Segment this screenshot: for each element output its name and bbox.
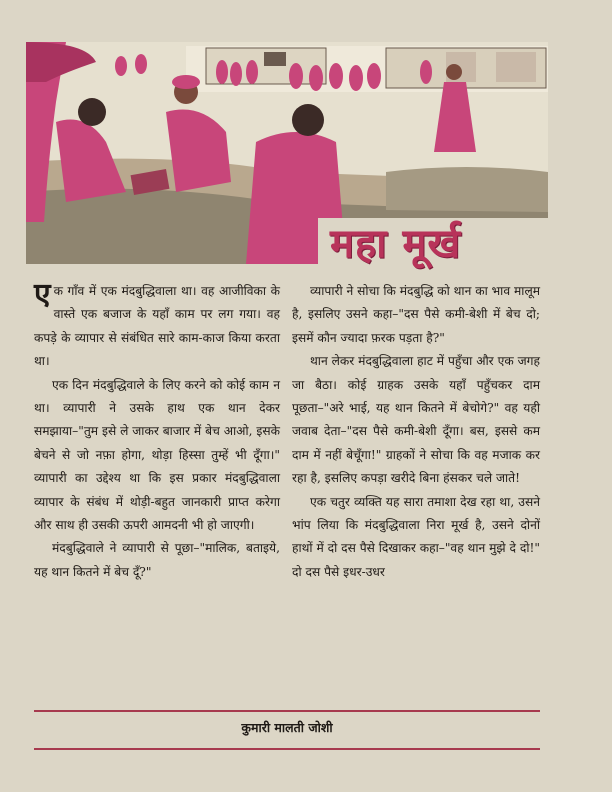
paragraph: थान लेकर मंदबुद्धिवाला हाट में पहुँचा और एक जगह जा बैठा। कोई ग्राहक उसके यहाँ पहुँचकर दाम पूछता–"अरे भाई, यह थान कितने में बेचोगे?" वह यही जवाब देता–"दस पैसे कमी-बेशी दूँगा। बस, इससे कम दाम में नहीं बेचूँगा!" ग्राहकों ने सोचा कि वह मजाक कर रहा है, इसलिए कपड़ा खरीदे बिना हंसकर चले जाते! [292,354,540,486]
paragraph: एक दिन मंदबुद्धिवाले के लिए करने को कोई काम न था। व्यापारी ने उसके हाथ एक थान देकर समझाया–"तुम इसे ले जाकर बाजार में बेच आओ, इसके बेचने से जो नफ़ा होगा, थोड़ा हिस्सा तुम्हें भी दूँगा।" व्यापारी का उद्देश्य था कि इस प्रकार मंदबुद्धिवाला व्यापार के संबंध में थोड़ी-बहुत जानकारी प्राप्त करेगा और साथ ही उसकी ऊपरी आमदनी भी हो जाएगी। [34,377,280,533]
text-column-left [34,277,280,584]
paragraph: एक गाँव में एक मंदबुद्धिवाला था। वह आजीविका के वास्ते एक बजाज के यहाँ काम पर लग गया। वह कपड़े के व्यापार से संबंधित सारे काम-काज किया करता था। [34,277,280,369]
text-column-right [292,280,540,584]
drop-cap: ए [34,277,51,312]
divider-top [34,710,540,712]
story-title: महा मूर्ख [330,221,462,267]
paragraph: एक चतुर व्यक्ति यह सारा तमाशा देख रहा था, उसने भांप लिया कि मंदबुद्धिवाला निरा मूर्ख है, उसने दोनों हाथों में दो दस पैसे दिखाकर कहा–"वह थान मुझे दे दो!" दो दस पैसे इधर-उधर [292,494,540,579]
divider-bottom [34,748,540,750]
paragraph: मंदबुद्धिवाले ने व्यापारी से पूछा–"मालिक, बताइये, यह थान कितने में बेच दूँ?" [34,541,280,579]
paragraph: व्यापारी ने सोचा कि मंदबुद्धि को थान का भाव मालूम है, इसलिए उसने कहा–"दस पैसे कमी-बेशी में बेच दो; इसमें कौन ज्यादा फ़रक पड़ता है?" [292,284,540,345]
author-byline: कुमारी मालती जोशी [241,720,333,735]
